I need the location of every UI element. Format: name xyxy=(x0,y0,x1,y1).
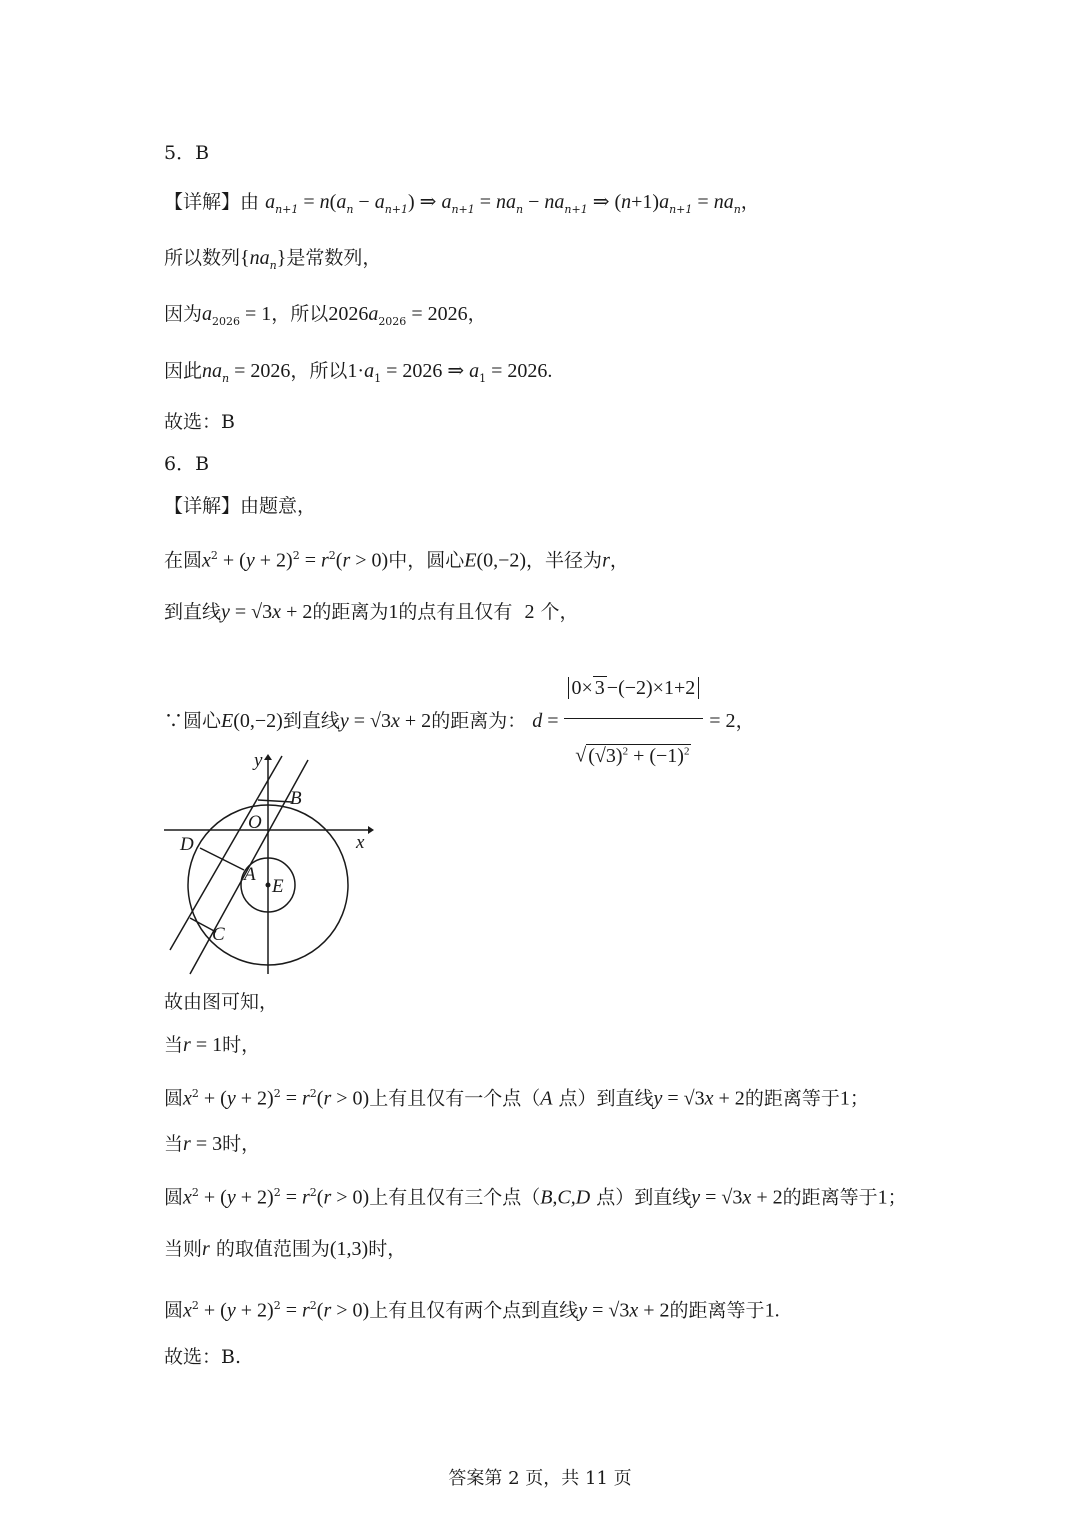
q6-r3-result: 圆$x^2 + (y + 2)^2 = r^2(r > 0)$上有且仅有三个点（B,C,D 点）到直线y = √3x + 2的距离等于1； xyxy=(164,1186,907,1209)
q6-range: 当则r 的取值范围为(1,3)时， xyxy=(164,1238,407,1260)
perp-D xyxy=(200,848,244,870)
perp-B xyxy=(258,800,292,802)
q5-line3: 因为$a_{2026} = 1$，所以$2026a_{2026} = 2026$， xyxy=(164,303,487,328)
q6-circle-line: 在圆$x^2 + (y + 2)^2 = r^2(r > 0)$中，圆心E(0,−2)，半径为r， xyxy=(164,549,629,572)
center-point xyxy=(266,883,271,888)
circle-line-figure xyxy=(160,752,380,980)
label-B: B xyxy=(290,788,302,809)
q6-from-figure: 故由图可知， xyxy=(164,991,279,1013)
page-footer: 答案第 2 页，共 11 页 xyxy=(448,1468,632,1489)
q6-when-r1: 当r = 1时， xyxy=(164,1034,261,1056)
q5-line2: 所以数列$\{na_n\}$是常数列， xyxy=(164,247,382,272)
q6-when-r3: 当r = 3时， xyxy=(164,1133,261,1155)
q6-r2-result: 圆$x^2 + (y + 2)^2 = r^2(r > 0)$上有且仅有两个点到直线y = √3x + 2的距离等于1. xyxy=(164,1299,780,1322)
q5-answer: 故选：B xyxy=(164,411,235,433)
x-axis-arrow xyxy=(368,826,374,834)
q6-answer: 故选：B. xyxy=(164,1346,242,1368)
label-E: E xyxy=(272,876,284,897)
label-A: A xyxy=(244,864,256,885)
label-O: O xyxy=(248,812,262,833)
label-C: C xyxy=(212,924,225,945)
q6-distance-line: ∵圆心E(0,−2)到直线y = √3x + 2的距离为： d = $\frac{0\times 3 -(-2)\times 1+2}{√ (√3)^2 + (-1)^2}$ = 2， xyxy=(164,658,755,786)
distance-fraction: $\frac{0\times 3 -(-2)\times 1+2}{√ (√3)^2 + (-1)^2}$ xyxy=(564,658,704,786)
label-D: D xyxy=(180,834,194,855)
q6-line-condition: 到直线y = √3x + 2的距离为1的点有且仅有 2 个， xyxy=(164,601,579,623)
q6-heading: 6．B xyxy=(164,453,210,475)
y-axis-arrow xyxy=(264,754,272,760)
q6-intro: 【详解】由题意， xyxy=(164,495,317,517)
q5-line4: 因此$na_n = 2026$，所以$1\cdot a_1 = 2026$ ⇒ $a_1 = 2026$. xyxy=(164,360,553,385)
label-y: y xyxy=(254,752,263,771)
q5-derivation: 【详解】由 $a_{n+1} = n(a_n - a_{n+1})$ ⇒ $a_{n+1} = na_n - na_{n+1}$ ⇒ $(n+1)a_{n+1} = na_n$， xyxy=(164,191,760,216)
q5-heading: 5．B xyxy=(164,142,210,164)
label-x: x xyxy=(356,832,365,853)
q6-r1-result: 圆$x^2 + (y + 2)^2 = r^2(r > 0)$上有且仅有一个点（A 点）到直线y = √3x + 2的距离等于1； xyxy=(164,1087,869,1110)
